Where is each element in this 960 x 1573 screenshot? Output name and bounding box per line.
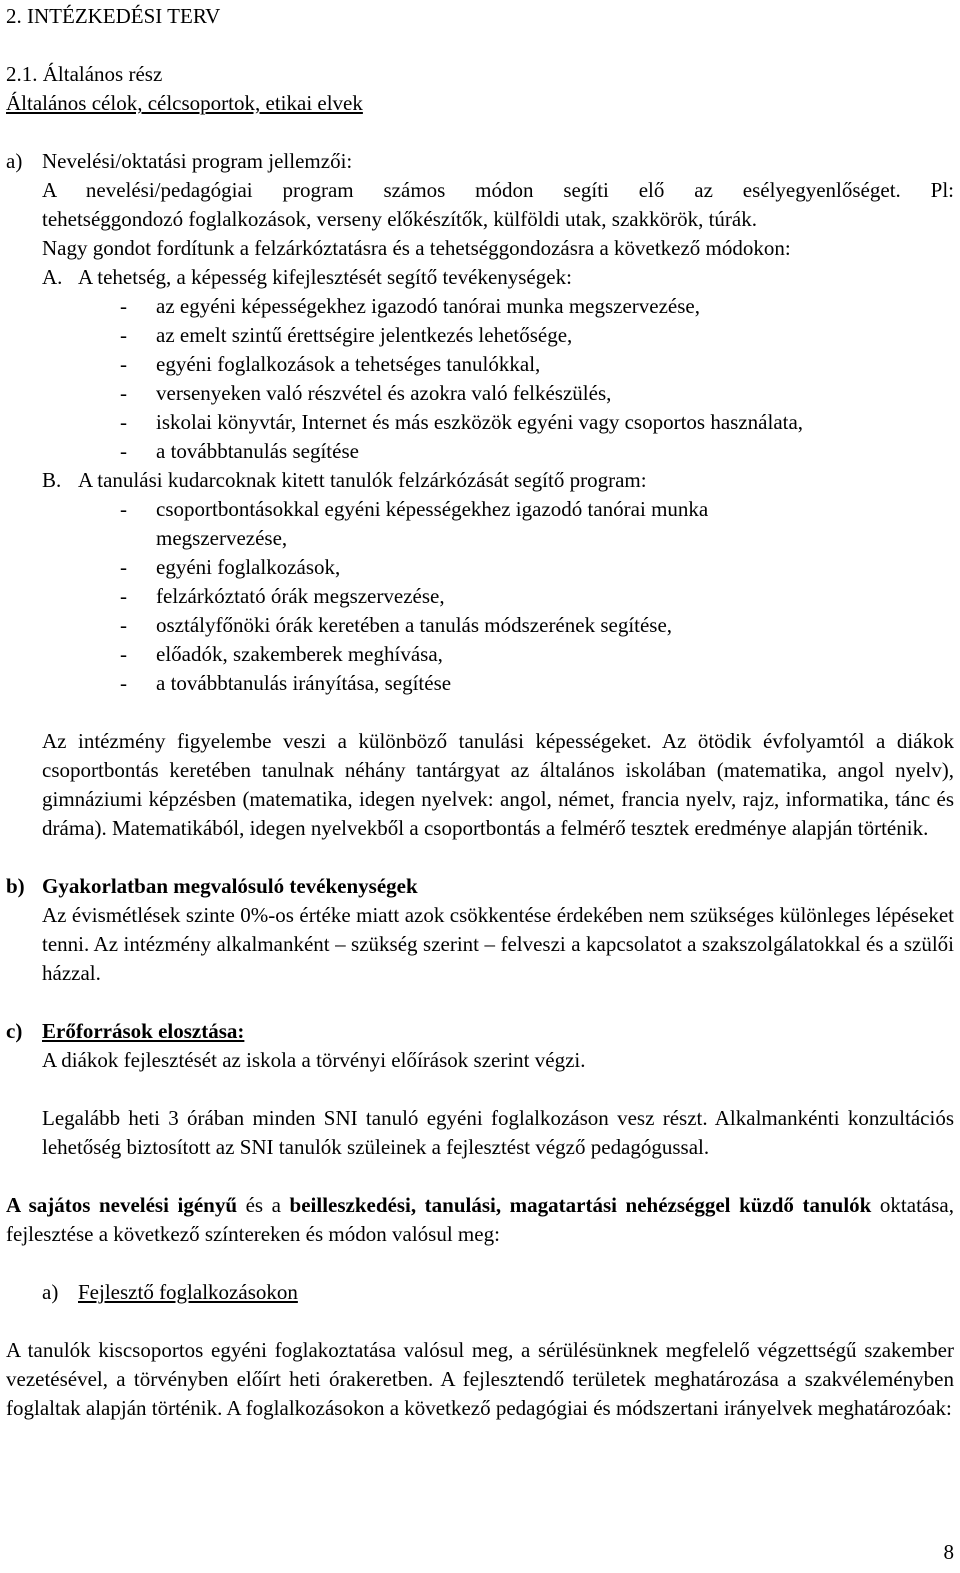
special-needs-paragraph: A sajátos nevelési igényű és a beilleszkedési, tanulási, magatartási nehézséggel küzdő tanulók oktatása, fejlesztése a következő színtereken és módon valósul meg: (6, 1193, 954, 1246)
section-c (6, 1017, 954, 1046)
intro-line: A nevelési/pedagógiai program számos módon segíti elő az esélyegyenlőséget. Pl: (42, 178, 954, 202)
intro-line: tehetséggondozó foglalkozások, verseny előkészítők, külföldi utak, szakkörök, túrák. (42, 207, 757, 231)
section-a-paragraph: Az intézmény figyelembe veszi a különböző tanulási képességeket. Az ötödik évfolyamtól a diákok csoportbontás keretében tanulnak néhány tantárgyat az általános iskolában (matematika, angol nyelv), gimnáziumi képzésben (matematika, idegen nyelvek: angol, német, francia nyelv, rajz, informatika, tánc és dráma). Matematikából, idegen nyelvekből a csoportbontás a felmérő tesztek eredménye alapján történik. (42, 729, 954, 840)
section-a-intro (6, 176, 954, 263)
section-b (6, 872, 954, 901)
subsection-a-title: Fejlesztő foglalkozásokon (78, 1280, 298, 1304)
list-item: - egyéni foglalkozások, (120, 555, 341, 579)
list-item: - osztályfőnöki órák keretében a tanulás módszerének segítése, (120, 613, 673, 637)
list-item: - iskolai könyvtár, Internet és más eszközök egyéni vagy csoportos használata, (120, 410, 804, 434)
list-item: - felzárkóztató órák megszervezése, (120, 584, 445, 608)
list-b-title: A tanulási kudarcoknak kitett tanulók felzárkózását segítő program: (78, 468, 647, 492)
final-paragraph: A tanulók kiscsoportos egyéni foglakoztatása valósul meg, a sérülésünknek megfelelő végzettségű szakember vezetésével, a törvényben előírt heti órakeretben. A fejlesztendő területek meghatározása a szakvéleményben foglaltak alapján történik. A foglalkozásokon a következő pedagógiai és módszertani irányelvek meghatározóak: (6, 1338, 954, 1420)
section-a-title: Nevelési/oktatási program jellemzői: (42, 149, 353, 173)
section-b-title: Gyakorlatban megvalósuló tevékenységek (42, 874, 418, 898)
list-a (6, 292, 954, 466)
list-b-heading (6, 466, 954, 495)
page-number: 8 (943, 1540, 954, 1564)
list-item: - az egyéni képességekhez igazodó tanórai munka megszervezése, (120, 294, 700, 318)
intro-line: Nagy gondot fordítunk a felzárkóztatásra és a tehetséggondozásra a következő módokon: (42, 236, 791, 260)
list-item: - az emelt szintű érettségire jelentkezés lehetősége, (120, 323, 573, 347)
section-c-paragraph-2: Legalább heti 3 órában minden SNI tanuló egyéni foglalkozáson vesz részt. Alkalmankénti konzultációs lehetőség biztosított az SNI tanulók szüleinek a fejlesztést végző pedagógussal. (42, 1106, 954, 1159)
list-a-heading (6, 263, 954, 292)
section-c-title: Erőforrások elosztása: (42, 1019, 245, 1043)
subsection-a-label: a) (42, 1280, 59, 1304)
list-a-title: A tehetség, a képesség kifejlesztését segítő tevékenységek: (78, 265, 572, 289)
list-a-label: A. (42, 265, 63, 289)
section-c-paragraph-1: A diákok fejlesztését az iskola a törvényi előírások szerint végzi. (42, 1048, 586, 1072)
list-b-label: B. (42, 468, 62, 492)
list-item: - versenyeken való részvétel és azokra való felkészülés, (120, 381, 612, 405)
list-item: - a továbbtanulás irányítása, segítése (120, 671, 452, 695)
list-item: - előadók, szakemberek meghívása, (120, 642, 443, 666)
list-item: - csoportbontásokkal egyéni képességekhez igazodó tanórai munka megszervezése, (120, 497, 709, 550)
section-c-label: c) (6, 1019, 23, 1043)
section-b-label: b) (6, 874, 25, 898)
subsection-subtitle: Általános célok, célcsoportok, etikai elvek (6, 91, 363, 115)
section-a (6, 147, 954, 176)
section-heading: 2. INTÉZKEDÉSI TERV (6, 4, 221, 28)
list-b (6, 495, 826, 698)
subsection-heading: 2.1. Általános rész (6, 62, 163, 86)
subsection-a (6, 1278, 954, 1307)
section-a-label: a) (6, 149, 23, 173)
document-page (6, 2, 954, 1423)
list-item: - egyéni foglalkozások a tehetséges tanulókkal, (120, 352, 541, 376)
list-item: - a továbbtanulás segítése (120, 439, 359, 463)
section-b-paragraph: Az évismétlések szinte 0%-os értéke miatt azok csökkentése érdekében nem szükséges különleges lépéseket tenni. Az intézmény alkalmanként – szükség szerint – felveszi a kapcsolatot a szakszolgálatokkal és a szülői házzal. (42, 903, 954, 985)
